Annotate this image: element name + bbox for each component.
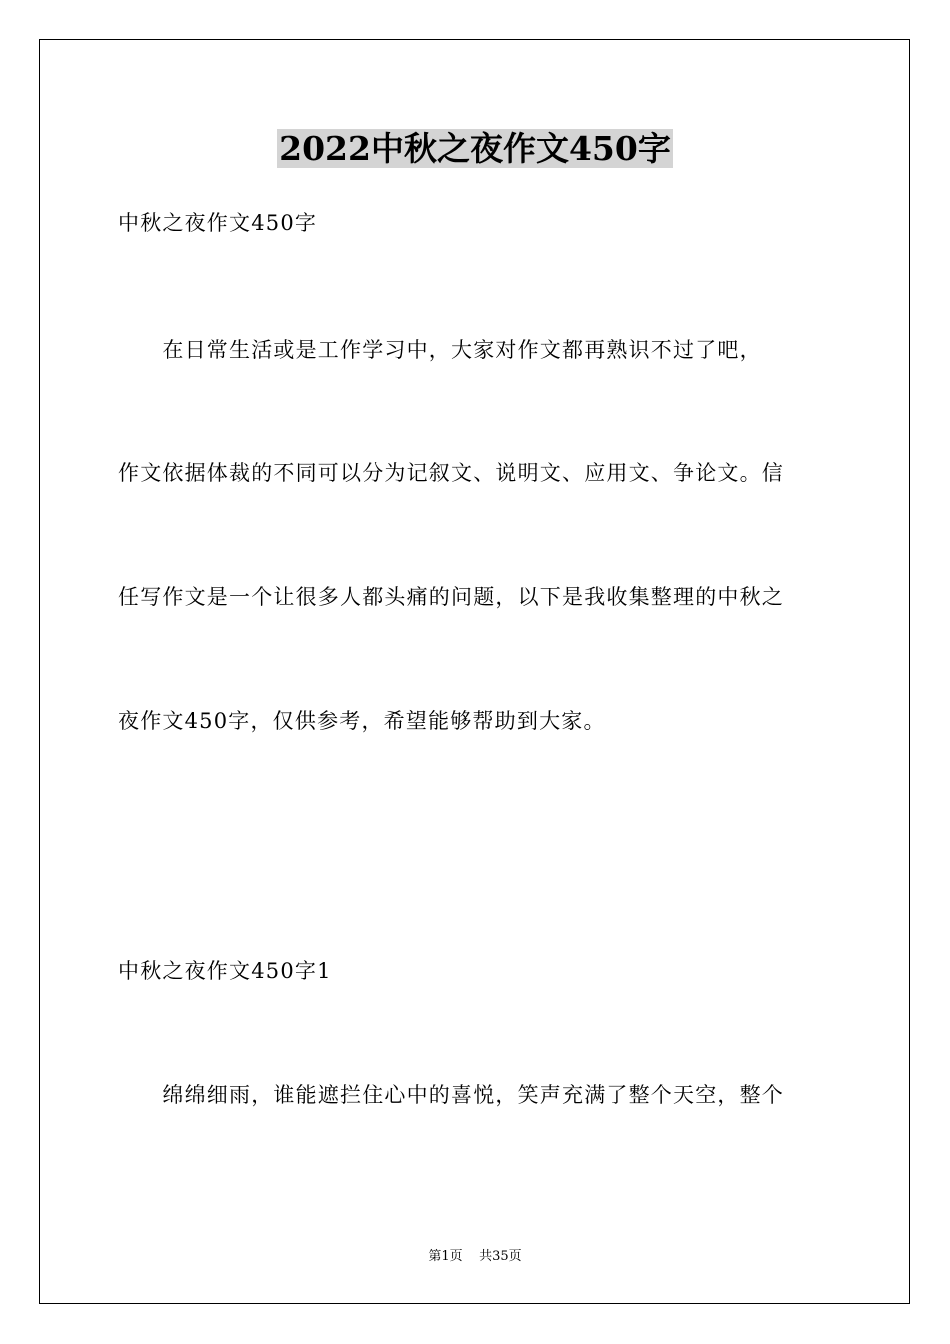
intro-line-1: 在日常生活或是工作学习中，大家对作文都再熟识不过了吧， xyxy=(118,338,762,362)
section-heading: 中秋之夜作文450字1 xyxy=(118,959,332,983)
document-title-text: 2022中秋之夜作文450字 xyxy=(279,129,671,168)
document-title xyxy=(0,128,950,170)
intro-line-4: 夜作文450字，仅供参考，希望能够帮助到大家。 xyxy=(118,709,606,733)
page-number: 第1页 xyxy=(428,1249,463,1264)
subtitle: 中秋之夜作文450字 xyxy=(118,211,318,235)
page-total: 共35页 xyxy=(479,1249,522,1264)
intro-line-2: 作文依据体裁的不同可以分为记叙文、说明文、应用文、争论文。信 xyxy=(118,461,784,485)
intro-line-3: 任写作文是一个让很多人都头痛的问题，以下是我收集整理的中秋之 xyxy=(118,585,784,609)
page-footer xyxy=(0,1248,950,1266)
section-line-1: 绵绵细雨，谁能遮拦住心中的喜悦，笑声充满了整个天空，整个 xyxy=(118,1083,784,1107)
